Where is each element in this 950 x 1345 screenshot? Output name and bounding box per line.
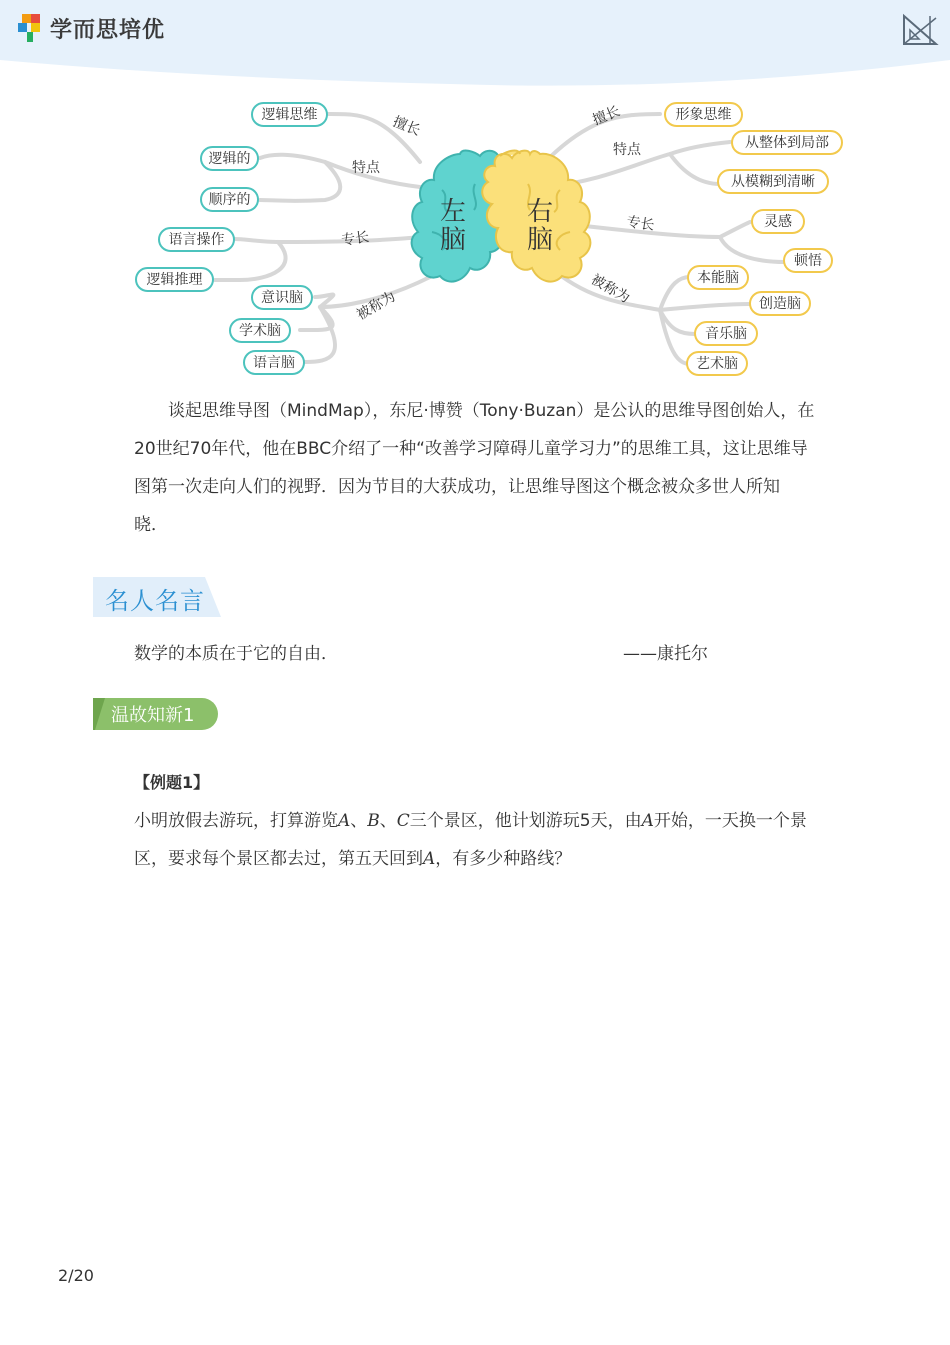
leaf-instinct: 本能脑 (697, 270, 739, 286)
leaf-whole-to-part: 从整体到局部 (745, 135, 829, 151)
page-number: 2/20 (58, 1266, 94, 1285)
famous-quote (134, 640, 850, 668)
intro-line-3: 图第一次走向人们的视野．因为节目的大获成功，让思维导图这个概念被众多世人所知 (134, 477, 780, 497)
leaf-inspiration: 灵感 (764, 214, 792, 230)
intro-paragraph (134, 392, 850, 544)
leaf-insight: 顿悟 (794, 253, 822, 269)
leaf-logic-reasoning: 逻辑推理 (146, 272, 203, 288)
left-branch-specialty: 擅长 (390, 113, 423, 140)
example-text: ，有多少种路线？ (435, 849, 572, 869)
right-branch-strength: 专长 (625, 214, 656, 234)
brain-mind-map (120, 92, 860, 382)
right-branch-feature: 特点 (613, 142, 641, 158)
var-a: A (641, 811, 654, 831)
example-text: 开始，一天换一个景 (653, 811, 807, 831)
review-section-title: 温故知新1 (111, 705, 195, 726)
right-brain-char-2: 脑 (526, 225, 554, 255)
leaf-art: 艺术脑 (696, 356, 738, 372)
brand-logo (18, 10, 165, 46)
quote-author: ——康托尔 (623, 644, 708, 664)
right-brain-char-1: 右 (526, 197, 554, 227)
example-line-2 (134, 840, 850, 878)
var-c: C (396, 811, 410, 831)
example-text: 区，要求每个景区都去过，第五天回到 (134, 849, 423, 869)
intro-line-2: 20世纪70年代，他在BBC介绍了一种“改善学习障碍儿童学习力”的思维工具，这让思维导 (134, 439, 808, 459)
leaf-creative: 创造脑 (759, 296, 801, 312)
leaf-conscious: 意识脑 (261, 290, 303, 306)
leaf-logical: 逻辑的 (208, 151, 251, 167)
left-branch-called: 被称为 (354, 288, 399, 324)
leaf-language-op: 语言操作 (168, 232, 225, 248)
example-text: 小明放假去游玩，打算游览 (134, 811, 338, 831)
review-section-header (93, 698, 218, 730)
right-branch-called: 被称为 (588, 271, 633, 307)
left-brain-char-2: 脑 (439, 225, 467, 255)
leaf-language: 语言脑 (253, 355, 295, 371)
var-b: B (367, 811, 380, 831)
var-a: A (338, 811, 351, 831)
leaf-sequential: 顺序的 (208, 192, 251, 208)
quote-section-header (93, 577, 223, 617)
logo-mark-icon (18, 12, 44, 44)
example-body (134, 802, 850, 878)
separator: 、 (379, 811, 397, 831)
right-branch-specialty: 擅长 (590, 103, 623, 129)
left-brain-char-1: 左 (439, 197, 467, 227)
example-line-1 (134, 802, 850, 840)
leaf-academic: 学术脑 (239, 323, 281, 339)
intro-line-4: 晓． (134, 515, 168, 535)
leaf-music: 音乐脑 (705, 326, 747, 342)
right-brain-icon (482, 150, 590, 281)
leaf-logic-thinking: 逻辑思维 (261, 107, 318, 123)
var-a: A (423, 849, 436, 869)
example-title: 【例题1】 (134, 773, 210, 792)
left-branch-strength: 专长 (340, 229, 371, 249)
separator: 、 (350, 811, 368, 831)
quote-section-title: 名人名言 (105, 587, 205, 615)
quote-text: 数学的本质在于它的自由． (134, 644, 338, 664)
logo-text: 学而思培优 (50, 17, 166, 43)
left-branch-feature: 特点 (352, 160, 380, 176)
example-text: 三个景区，他计划游玩5天，由 (409, 811, 642, 831)
leaf-image-thinking: 形象思维 (675, 107, 732, 123)
leaf-vague-to-clear: 从模糊到清晰 (731, 174, 815, 190)
intro-line-1: 谈起思维导图（MindMap），东尼·博赞（Tony·Buzan）是公认的思维导图创始人，在 (168, 401, 815, 421)
ruler-triangle-icon (900, 12, 940, 48)
